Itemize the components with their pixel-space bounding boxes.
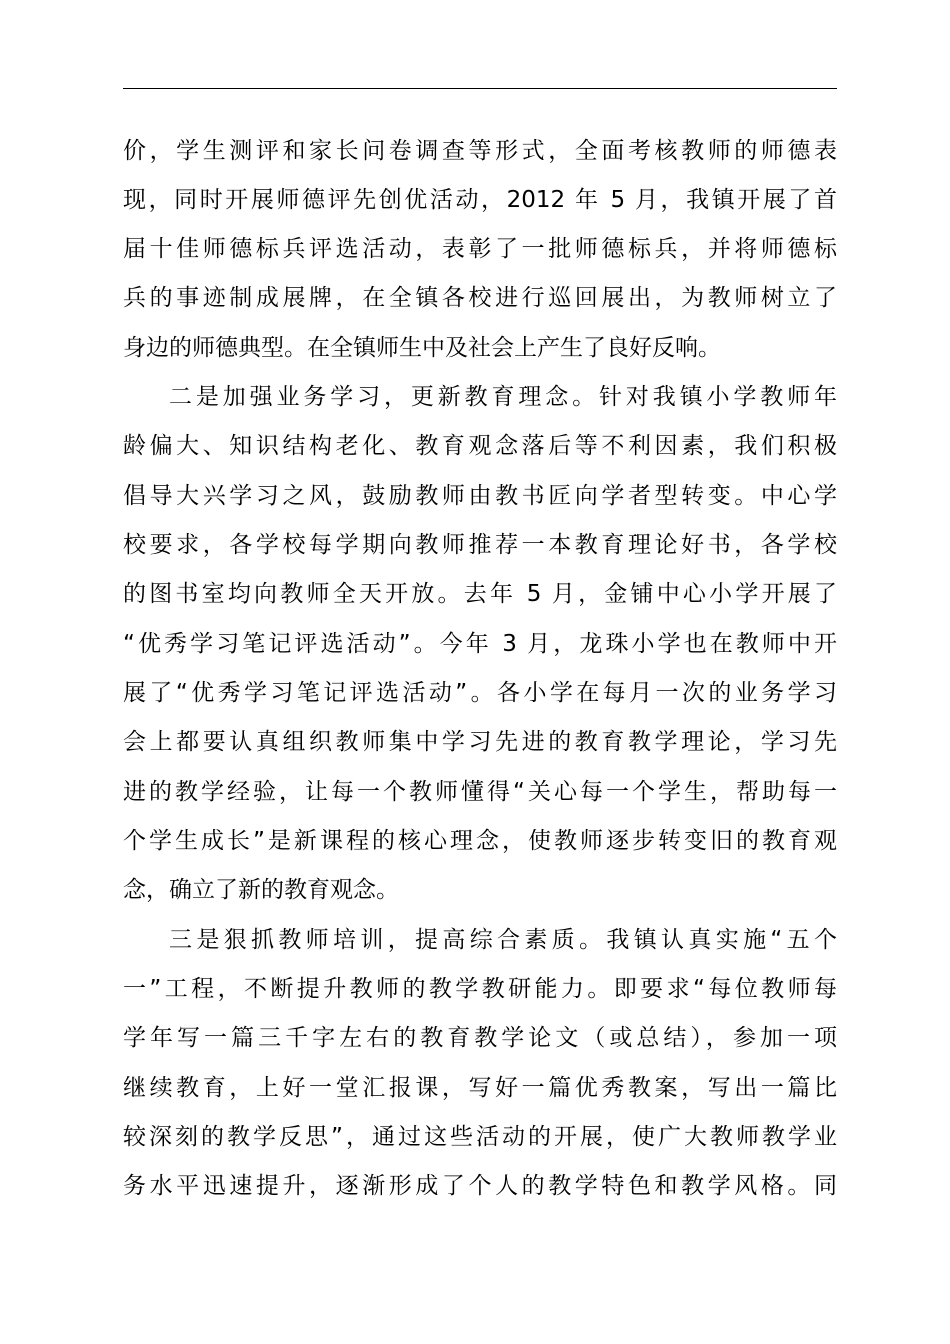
text-line: 展了“优秀学习笔记评选活动”。各小学在每月一次的业务学习 (123, 680, 837, 706)
header-rule (123, 88, 837, 89)
text-line: 念，确立了新的教育观念。 (123, 877, 399, 903)
text-line: 会上都要认真组织教师集中学习先进的教育教学理论，学习先 (123, 729, 837, 755)
text-line: 务水平迅速提升，逐渐形成了个人的教学特色和教学风格。同 (123, 1173, 837, 1199)
text-line: 继续教育，上好一堂汇报课，写好一篇优秀教案，写出一篇比 (123, 1075, 837, 1101)
text-line: 学年写一篇三千字左右的教育教学论文（或总结），参加一项 (123, 1025, 837, 1051)
text-line: 龄偏大、知识结构老化、教育观念落后等不利因素，我们积极 (123, 433, 837, 459)
text-line: 届十佳师德标兵评选活动，表彰了一批师德标兵，并将师德标 (123, 236, 837, 262)
text-line: 兵的事迹制成展牌，在全镇各校进行巡回展出，为教师树立了 (123, 285, 837, 311)
text-line: 较深刻的教学反思”，通过这些活动的开展，使广大教师教学业 (123, 1124, 837, 1150)
text-line: 校要求，各学校每学期向教师推荐一本教育理论好书，各学校 (123, 532, 837, 558)
text-line: 倡导大兴学习之风，鼓励教师由教书匠向学者型转变。中心学 (123, 483, 837, 509)
text-line: 现，同时开展师德评先创优活动，2012 年 5 月，我镇开展了首 (123, 187, 837, 213)
text-line: 一”工程，不断提升教师的教学教研能力。即要求“每位教师每 (123, 976, 837, 1002)
text-line: 进的教学经验，让每一个教师懂得“关心每一个学生，帮助每一 (123, 779, 837, 805)
text-line: 身边的师德典型。在全镇师生中及社会上产生了良好反响。 (123, 335, 721, 361)
paragraph-first-line: 三是狠抓教师培训，提高综合素质。我镇认真实施“五个 (169, 927, 837, 953)
text-line: 的图书室均向教师全天开放。去年 5 月，金铺中心小学开展了 (123, 581, 837, 607)
text-line: “优秀学习笔记评选活动”。今年 3 月，龙珠小学也在教师中开 (123, 631, 837, 657)
paragraph-first-line: 二是加强业务学习，更新教育理念。针对我镇小学教师年 (169, 384, 837, 410)
text-line: 价，学生测评和家长问卷调查等形式，全面考核教师的师德表 (123, 138, 837, 164)
text-line: 个学生成长”是新课程的核心理念，使教师逐步转变旧的教育观 (123, 828, 837, 854)
